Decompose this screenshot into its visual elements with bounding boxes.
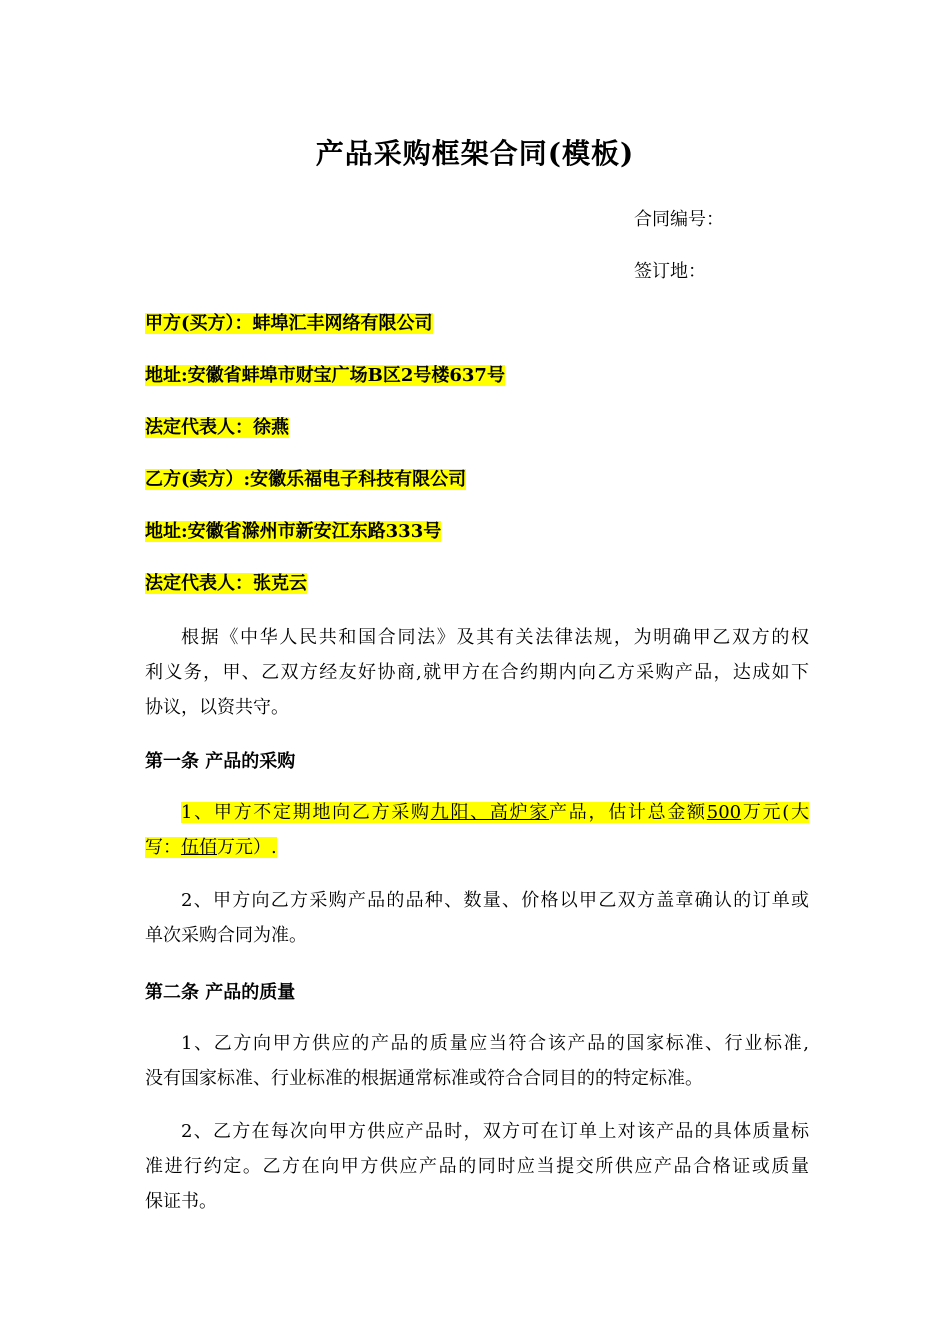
article-2-item-1-line-1: 1、乙方向甲方供应的产品的质量应当符合该产品的国家标准、行业标准, (181, 1033, 809, 1054)
article-2-item-2 (145, 1114, 809, 1219)
contract-number-label: 合同编号： (634, 209, 724, 230)
article-1-item-1 (145, 795, 809, 865)
purchase-text-5: 万元）. (217, 837, 277, 858)
preamble-line-2: 利义务，甲、乙双方经友好协商,就甲方在合约期内向乙方采购产品，达成如下 (145, 662, 809, 683)
total-amount-words: 伍佰 (181, 837, 217, 858)
article-1-item-2-line-2: 单次采购合同为准。 (145, 925, 307, 946)
buyer-representative-text: 法定代表人：徐燕 (145, 417, 289, 438)
document-title: 产品采购框架合同(模板) (315, 137, 635, 170)
article-1-item-1-line-1 (145, 795, 809, 830)
seller-representative-text: 法定代表人：张克云 (145, 573, 307, 594)
preamble-paragraph (145, 620, 809, 725)
seller-address-text: 地址:安徽省滁州市新安江东路333号 (145, 521, 442, 542)
buyer-line (145, 312, 433, 336)
purchase-text-3: 万元(大 (741, 802, 810, 823)
purchase-text-1: 1、甲方不定期地向乙方采购 (181, 802, 431, 823)
buyer-address-line (145, 364, 505, 388)
article-1-item-1-line-2 (145, 830, 809, 865)
article-1-item-2-line-1: 2、甲方向乙方采购产品的品种、数量、价格以甲乙双方盖章确认的订单或 (181, 890, 809, 911)
purchase-text-2: 产品，估计总金额 (549, 802, 707, 823)
preamble-line-3: 协议，以资共守。 (145, 697, 289, 718)
article-1-heading: 第一条 产品的采购 (145, 751, 296, 772)
article-2-item-1-line-2: 没有国家标准、行业标准的根据通常标准或符合合同目的的特定标准。 (145, 1068, 703, 1089)
article-2-item-2-line-2: 准进行约定。乙方在向甲方供应产品的同时应当提交所供应产品合格证或质量 (145, 1156, 809, 1177)
buyer-text: 甲方(买方）：蚌埠汇丰网络有限公司 (145, 313, 433, 334)
signing-place-label: 签订地： (634, 261, 706, 282)
seller-address-line (145, 520, 441, 544)
article-2-item-2-line-3: 保证书。 (145, 1191, 217, 1212)
article-2-heading: 第二条 产品的质量 (145, 982, 296, 1003)
seller-representative-line (145, 572, 307, 596)
article-2-item-1 (145, 1026, 809, 1096)
preamble-line-1: 根据《中华人民共和国合同法》及其有关法律法规，为明确甲乙双方的权 (181, 627, 809, 648)
buyer-address-text: 地址:安徽省蚌埠市财宝广场B区2号楼637号 (145, 365, 505, 386)
article-1-item-2 (145, 883, 809, 953)
article-2-item-2-line-1: 2、乙方在每次向甲方供应产品时，双方可在订单上对该产品的具体质量标 (181, 1121, 809, 1142)
buyer-representative-line (145, 416, 289, 440)
seller-text: 乙方(卖方）:安徽乐福电子科技有限公司 (145, 469, 467, 490)
purchase-text-4: 写： (145, 837, 181, 858)
seller-line (145, 468, 466, 492)
total-amount: 500 (706, 802, 742, 823)
product-brands: 九阳、高炉家 (430, 802, 550, 823)
